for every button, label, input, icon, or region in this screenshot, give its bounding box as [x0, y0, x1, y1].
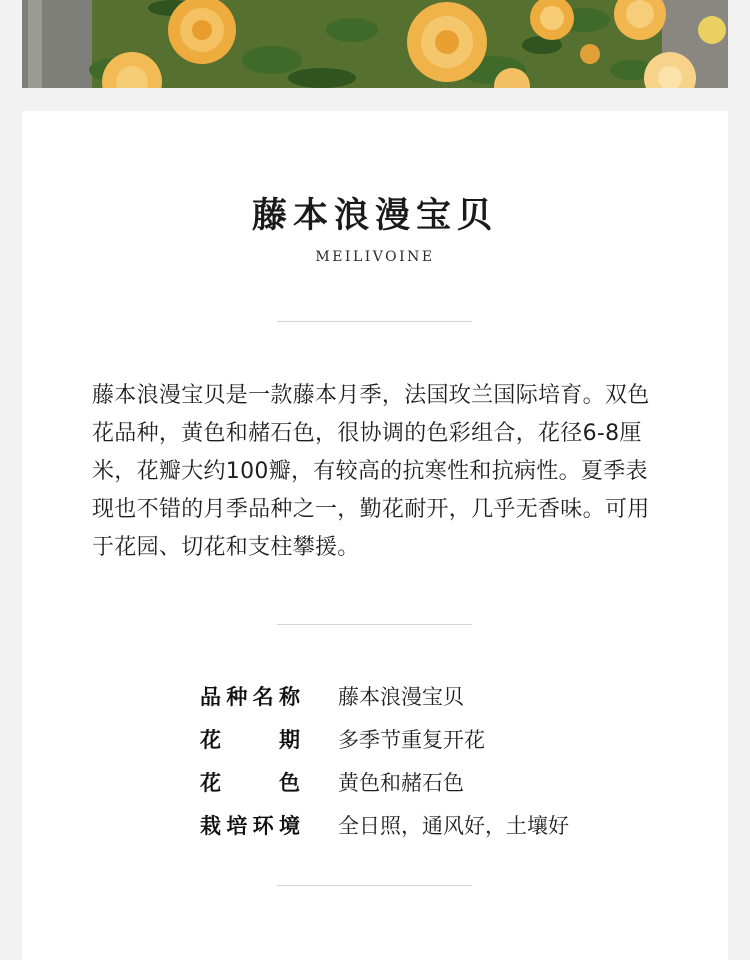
spec-label-char: 栽 — [200, 814, 221, 838]
spec-row-bloom-period — [200, 719, 640, 762]
spec-row-variety — [200, 676, 640, 719]
divider-bottom — [277, 885, 472, 886]
spec-label-char: 境 — [278, 814, 300, 838]
rose-photo-illustration — [22, 0, 728, 88]
spec-table — [200, 676, 640, 848]
spec-label-variety — [200, 676, 300, 719]
spec-label-char: 称 — [278, 685, 300, 709]
spec-label-char: 品 — [200, 685, 221, 709]
spec-label-char: 培 — [226, 814, 248, 838]
product-subtitle: MEILIVOINE — [315, 249, 435, 265]
spec-label-char: 种 — [226, 685, 248, 709]
product-description: 藤本浪漫宝贝是一款藤本月季，法国玫兰国际培育。双色花品种，黄色和赭石色，很协调的色彩组合，花径6-8厘米，花瓣大约100瓣，有较高的抗寒性和抗病性。夏季表现也不错的月季品种之一，勤花耐开，几乎无香味。可用于花园、切花和支柱攀援。 — [92, 383, 650, 560]
spec-label-flower-color — [200, 762, 300, 805]
spec-row-flower-color — [200, 762, 640, 805]
spec-label-char: 花 — [200, 728, 221, 752]
spec-value-variety: 藤本浪漫宝贝 — [338, 685, 464, 709]
spec-label-char: 花 — [200, 771, 221, 795]
spec-value-growing-environment: 全日照，通风好，土壤好 — [338, 814, 569, 838]
divider-middle — [277, 624, 472, 625]
spec-label-bloom-period — [200, 719, 300, 762]
spec-label-growing-environment — [200, 805, 300, 848]
spec-row-growing-environment — [200, 805, 640, 848]
divider-top — [277, 321, 472, 322]
spec-value-bloom-period: 多季节重复开花 — [338, 728, 485, 752]
spec-label-char: 期 — [279, 728, 300, 752]
spec-label-char: 环 — [252, 814, 274, 838]
spec-label-char: 名 — [252, 685, 274, 709]
product-title: 藤本浪漫宝贝 — [251, 195, 498, 236]
spec-value-flower-color: 黄色和赭石色 — [338, 771, 464, 795]
rose-photo — [22, 0, 728, 88]
spec-label-char: 色 — [279, 771, 300, 795]
